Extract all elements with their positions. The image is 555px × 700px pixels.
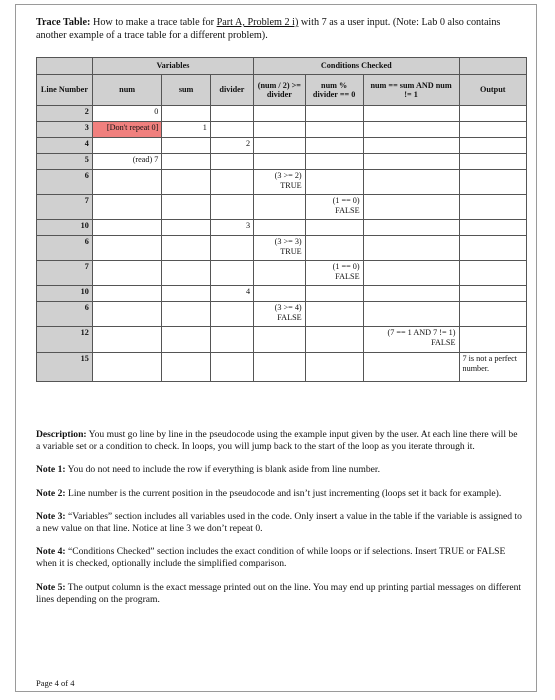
cell-cond-half (254, 236, 306, 261)
description-text: You must go line by line in the pseudocode using the example input given by the user. At each line there will be a variable set or a condition to check. In loops, you will jump back to the start of the loop as you iterate through it. (36, 429, 518, 453)
cell-cond-mod (305, 195, 363, 220)
cell-num (92, 353, 162, 382)
cell-cond-half-value: TRUE (280, 180, 302, 190)
cell-divider-value: 3 (245, 221, 251, 230)
cell-cond-half (254, 220, 306, 236)
cell-output (459, 327, 527, 353)
cell-num (92, 138, 162, 154)
cell-cond-perfect (363, 138, 459, 154)
cell-divider (210, 122, 253, 138)
col-output: Output (459, 75, 527, 106)
cell-cond-mod (305, 286, 363, 302)
cell-divider (210, 106, 253, 122)
cell-output (459, 154, 527, 170)
cell-line-number-value: 6 (84, 237, 89, 246)
cell-num (92, 106, 162, 122)
cell-divider (210, 154, 253, 170)
cell-line-number-value: 4 (84, 139, 89, 148)
cell-cond-mod (305, 220, 363, 236)
cell-cond-mod (305, 122, 363, 138)
cell-line-number-value: 6 (84, 171, 89, 180)
table-row (37, 236, 527, 261)
note-text: “Conditions Checked” section includes the exact condition of while loops or if selections. Insert TRUE or FALSE when it is checked, optionally include the simplified comparison. (36, 546, 506, 570)
cell-sum (162, 154, 210, 170)
cell-sum (162, 138, 210, 154)
note-label: Note 3: (36, 510, 66, 522)
cell-line-number (37, 106, 93, 122)
cell-cond-perfect (363, 170, 459, 195)
cell-output (459, 138, 527, 154)
cell-line-number-value: 7 (84, 196, 89, 205)
page-footer: Page 4 of 4 (36, 678, 75, 688)
cell-divider (210, 195, 253, 220)
cell-divider (210, 236, 253, 261)
cell-cond-half (254, 327, 306, 353)
table-row (37, 302, 527, 327)
col-sum: sum (162, 75, 210, 106)
cell-cond-half-value: TRUE (280, 246, 302, 256)
cell-cond-perfect (363, 353, 459, 382)
cell-line-number (37, 261, 93, 286)
cell-line-number-value: 2 (84, 107, 89, 116)
cell-cond-mod (305, 170, 363, 195)
cell-cond-half (254, 195, 306, 220)
cell-line-number-value: 10 (80, 221, 89, 230)
table-row (37, 261, 527, 286)
cell-divider (210, 261, 253, 286)
cell-line-number-value: 5 (84, 155, 89, 164)
note-label: Note 5: (36, 581, 66, 593)
cell-num (92, 170, 162, 195)
cell-cond-perfect (363, 154, 459, 170)
cell-cond-mod (305, 106, 363, 122)
note-text: The output column is the exact message printed out on the line. You may end up printing partial messages on different lines depending on the program. (36, 581, 522, 605)
cell-cond-perfect (363, 220, 459, 236)
note-2 (36, 488, 522, 500)
description-paragraph (36, 429, 522, 453)
intro-link[interactable]: Part A, Problem 2 i) (216, 17, 299, 28)
cell-line-number (37, 236, 93, 261)
cell-num-value: (read) 7 (132, 155, 159, 164)
cell-cond-half-value: (3 >= 4) (274, 303, 302, 312)
cell-sum (162, 286, 210, 302)
cell-divider (210, 353, 253, 382)
cell-output (459, 122, 527, 138)
cell-num (92, 195, 162, 220)
cell-output-value: 7 is not a perfect number. (462, 354, 518, 373)
cell-line-number-value: 7 (84, 262, 89, 271)
cell-line-number (37, 122, 93, 138)
intro-text-after: with 7 as a user input. (Note: Lab 0 also contains another example of a trace table for a different problem). (36, 17, 501, 41)
cell-divider (210, 138, 253, 154)
cell-cond-half (254, 302, 306, 327)
cell-cond-perfect (363, 195, 459, 220)
note-label: Note 4: (36, 546, 66, 558)
cell-sum (162, 302, 210, 327)
cell-sum (162, 261, 210, 286)
cell-cond-mod (305, 302, 363, 327)
cell-output (459, 302, 527, 327)
cell-cond-mod (305, 327, 363, 353)
cell-cond-mod-value: (1 == 0) (332, 262, 360, 271)
table-row (37, 195, 527, 220)
cell-cond-half (254, 170, 306, 195)
cell-cond-mod (305, 353, 363, 382)
cell-cond-perfect (363, 286, 459, 302)
cell-divider (210, 327, 253, 353)
note-5 (36, 582, 522, 606)
table-row (37, 220, 527, 236)
cell-cond-half (254, 261, 306, 286)
table-row (37, 353, 527, 382)
cell-divider (210, 286, 253, 302)
cell-cond-mod (305, 236, 363, 261)
cell-num-value: [Don't repeat 0] (106, 123, 159, 132)
cell-line-number (37, 302, 93, 327)
cell-sum (162, 327, 210, 353)
cell-line-number (37, 138, 93, 154)
cell-divider (210, 170, 253, 195)
intro-label: Trace Table: (36, 17, 91, 28)
cell-cond-half (254, 353, 306, 382)
cell-line-number (37, 353, 93, 382)
notes-section (36, 429, 522, 617)
cell-cond-perfect (363, 122, 459, 138)
cell-output (459, 236, 527, 261)
cell-cond-mod-value: FALSE (335, 271, 360, 281)
table-row (37, 327, 527, 353)
cell-cond-mod (305, 154, 363, 170)
cell-sum (162, 353, 210, 382)
note-label: Note 2: (36, 487, 66, 499)
table-row (37, 122, 527, 138)
cell-cond-half-value: (3 >= 2) (274, 171, 302, 180)
col-line-number: Line Number (37, 75, 93, 106)
cell-line-number-value: 15 (80, 354, 89, 363)
cell-output (459, 170, 527, 195)
note-1 (36, 464, 522, 476)
cell-output (459, 195, 527, 220)
cell-divider (210, 220, 253, 236)
note-text: Line number is the current position in the pseudocode and isn’t just incrementing (loops set it back for example). (65, 487, 502, 499)
header-conditions: Conditions Checked (254, 58, 459, 75)
cell-cond-mod-value: FALSE (335, 205, 360, 215)
cell-cond-perfect (363, 261, 459, 286)
table-row (37, 106, 527, 122)
trace-table (36, 57, 527, 382)
cell-output (459, 353, 527, 382)
cell-line-number-value: 10 (80, 287, 89, 296)
note-4 (36, 546, 522, 570)
cell-cond-half-value: (3 >= 3) (274, 237, 302, 246)
cell-cond-half (254, 122, 306, 138)
cell-cond-perfect-value: (7 == 1 AND 7 != 1) (387, 328, 456, 337)
col-divider: divider (210, 75, 253, 106)
header-blank-right (459, 58, 527, 75)
cell-sum-value: 1 (202, 123, 207, 132)
cell-num-value: 0 (154, 107, 159, 116)
cell-cond-perfect (363, 236, 459, 261)
cell-line-number (37, 154, 93, 170)
header-variables: Variables (92, 58, 253, 75)
cell-cond-mod (305, 138, 363, 154)
cell-num (92, 261, 162, 286)
cell-output (459, 106, 527, 122)
cell-cond-half (254, 106, 306, 122)
cell-sum (162, 195, 210, 220)
cell-line-number (37, 195, 93, 220)
col-num: num (92, 75, 162, 106)
note-text: “Variables” section includes all variables used in the code. Only insert a value in the table if the variable is assigned to a new value on that line. Notice at line 3 we don’t repeat 0. (36, 510, 522, 535)
col-cond-perfect: num == sum AND num != 1 (363, 75, 459, 106)
cell-divider-value: 4 (245, 287, 251, 296)
document-page (15, 4, 537, 692)
cell-cond-perfect (363, 327, 459, 353)
cell-line-number (37, 220, 93, 236)
intro-paragraph (36, 17, 526, 42)
cell-line-number-value: 3 (84, 123, 89, 132)
cell-sum (162, 236, 210, 261)
cell-cond-half-value: FALSE (277, 312, 302, 322)
cell-sum (162, 106, 210, 122)
description-label: Description: (36, 429, 87, 440)
cell-cond-mod-value: (1 == 0) (332, 196, 360, 205)
cell-line-number (37, 327, 93, 353)
cell-line-number-value: 6 (84, 303, 89, 312)
cell-num (92, 286, 162, 302)
cell-num (92, 154, 162, 170)
cell-num (92, 302, 162, 327)
cell-cond-half (254, 138, 306, 154)
table-row (37, 138, 527, 154)
note-3 (36, 511, 522, 535)
cell-cond-half (254, 286, 306, 302)
table-row (37, 170, 527, 195)
table-row (37, 154, 527, 170)
cell-num (92, 220, 162, 236)
cell-sum (162, 220, 210, 236)
header-blank-left (37, 58, 93, 75)
cell-num (92, 122, 162, 138)
cell-cond-perfect (363, 106, 459, 122)
intro-text-before: How to make a trace table for (90, 17, 217, 28)
cell-line-number-value: 12 (80, 328, 89, 337)
note-text: You do not need to include the row if everything is blank aside from line number. (65, 464, 380, 476)
cell-line-number (37, 286, 93, 302)
cell-sum (162, 122, 210, 138)
cell-cond-perfect-value: FALSE (431, 337, 456, 347)
col-cond-mod: num % divider == 0 (305, 75, 363, 106)
cell-output (459, 220, 527, 236)
cell-num (92, 236, 162, 261)
table-row (37, 286, 527, 302)
note-label: Note 1: (36, 464, 66, 476)
cell-output (459, 286, 527, 302)
col-cond-half: (num / 2) >= divider (254, 75, 306, 106)
cell-cond-half (254, 154, 306, 170)
cell-sum (162, 170, 210, 195)
cell-divider-value: 2 (245, 139, 251, 148)
cell-line-number (37, 170, 93, 195)
cell-divider (210, 302, 253, 327)
cell-cond-perfect (363, 302, 459, 327)
cell-output (459, 261, 527, 286)
cell-cond-mod (305, 261, 363, 286)
cell-num (92, 327, 162, 353)
